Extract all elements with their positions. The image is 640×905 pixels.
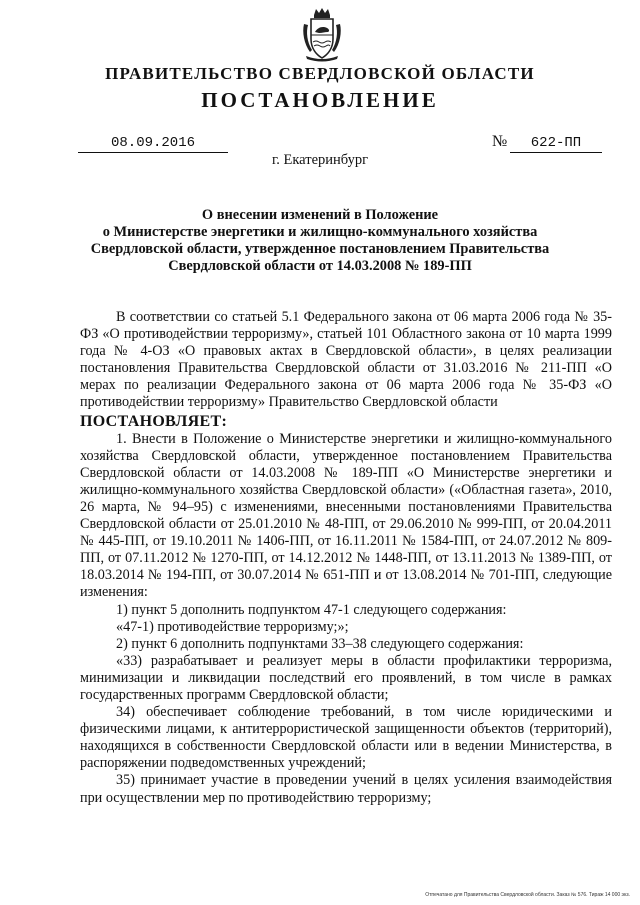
organization-title: ПРАВИТЕЛЬСТВО СВЕРДЛОВСКОЙ ОБЛАСТИ (105, 64, 535, 83)
subject-line: О внесении изменений в Положение (201, 207, 439, 223)
body-paragraph: 1. Внести в Положение о Министерстве энергетики и жилищно-коммунального хозяйства Свердловской области, утвержденное постановлением Правительства Свердловской области от 14.03.2008 № 189-ПП «О Министерстве энергетики и жилищно-коммунального хозяйства Свердловской области» («Областная газета», 2010, 26 марта, № 94–95) с изменениями, внесенными постановлениями Правительства Свердловской области от 25.01.2010 № 48-ПП, от 29.06.2010 № 999-ПП, от 20.04.2011 № 445-ПП, от 19.10.2011 № 1406-ПП, от 16.11.2011 № 1584-ПП, от 24.07.2012 № 809-ПП, от 07.11.2012 № 1270-ПП, от 14.12.2012 № 1448-ПП, от 13.11.2013 № 1389-ПП, от 18.03.2014 № 194-ПП, от 30.07.2014 № 651-ПП и от 13.08.2014 № 701-ПП, следующие изменения: (80, 430, 612, 601)
decree-subject (80, 207, 560, 275)
subject-line: Свердловской области от 14.03.2008 № 189-ПП (168, 258, 472, 274)
preamble-paragraph: В соответствии со статьей 5.1 Федерального закона от 06 марта 2006 года № 35-ФЗ «О противодействии терроризму», статьей 101 Областного закона от 10 марта 1999 года № 4-ОЗ «О правовых актах в Свердловской области», в целях реализации постановления Правительства Свердловской области от 31.03.2016 № 211-ПП «О мерах по реализации Федерального закона от 06 марта 2006 года № 35-ФЗ «О противодействии терроризму» Правительство Свердловской области (80, 309, 612, 411)
print-footer-note: Отпечатано для Правительства Свердловской области. Заказ № 576. Тираж 14 000 экз. (425, 892, 630, 898)
decree-body (80, 309, 612, 807)
number-sign: № (492, 133, 508, 150)
body-paragraph: «47-1) противодействие терроризму;»; (116, 618, 349, 635)
body-paragraph: 1) пункт 5 дополнить подпунктом 47-1 следующего содержания: (116, 601, 507, 618)
body-paragraph: «33) разрабатывает и реализует меры в области профилактики терроризма, минимизации и ликвидации последствий его проявлений, в том числе в рамках государственных программ Свердловской области; (80, 652, 612, 703)
body-paragraph: 2) пункт 6 дополнить подпунктами 33–38 следующего содержания: (116, 635, 524, 652)
subject-line: Свердловской области, утвержденное постановлением Правительства (90, 241, 550, 257)
decree-date: 08.09.2016 (78, 135, 228, 153)
coat-of-arms-icon (300, 6, 344, 62)
city-name: г. Екатеринбург (271, 152, 369, 168)
body-paragraph: 35) принимает участие в проведении учений в целях усиления взаимодействия при осуществлении мер по противодействию терроризму; (80, 772, 612, 806)
body-paragraph: 34) обеспечивает соблюдение требований, в том числе юридическими и физическими лицами, к антитеррористической защищенности объектов (территорий), находящихся в собственности Свердловской области или в ведении Министерства, в распоряжении подведомственных учреждений; (80, 704, 612, 772)
decree-number: 622-ПП (510, 135, 602, 153)
document-type: ПОСТАНОВЛЕНИЕ (201, 88, 439, 112)
decree-word: ПОСТАНОВЛЯЕТ: (80, 412, 228, 430)
subject-line: о Министерстве энергетики и жилищно-коммунального хозяйства (102, 224, 538, 240)
